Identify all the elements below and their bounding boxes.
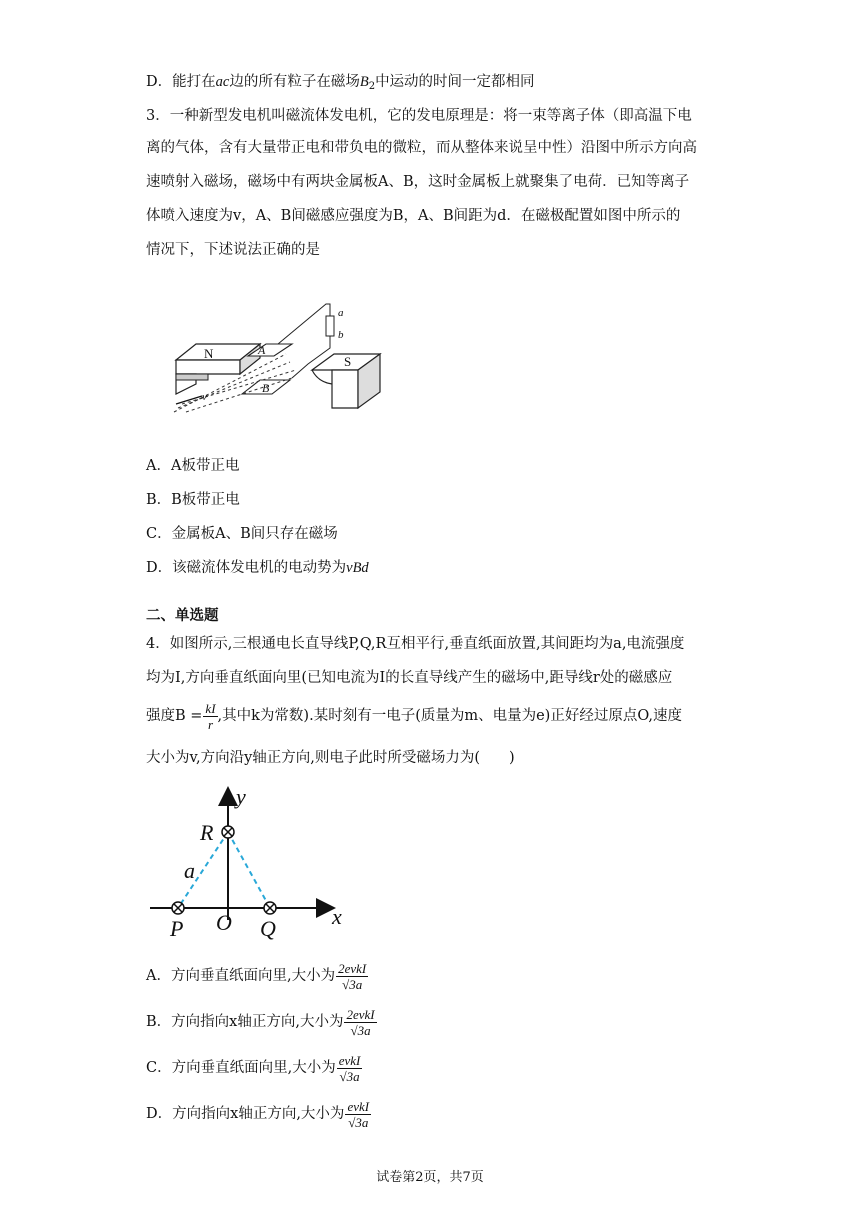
wire-p <box>172 902 184 914</box>
option-label: C． <box>146 1060 172 1076</box>
fraction-kI-over-r <box>203 701 217 732</box>
q4-option-a <box>146 958 368 994</box>
option-label: D． <box>146 560 173 576</box>
q2-option-d <box>146 72 535 97</box>
distance-a-label: a <box>184 858 195 883</box>
q3-stem-line-1: 3．一种新型发电机叫磁流体发电机，它的发电原理是：将一束等离子体（即高温下电 <box>146 108 692 124</box>
x-axis-label: x <box>332 904 342 929</box>
q3-stem-line-4: 体喷入速度为v，A、B间磁感应强度为B，A、B间距为d．在磁极配置如图中所示的 <box>146 208 681 224</box>
frac-den: √3a <box>350 1022 371 1038</box>
terminal-a-label: a <box>338 307 344 319</box>
r-label: R <box>200 820 214 845</box>
frac-den: √3a <box>339 1068 360 1084</box>
frac-num: 2evkI <box>346 1006 375 1022</box>
q3-stem-line-3: 速喷射入磁场，磁场中有两块金属板A、B，这时金属板上就聚集了电荷．已知等离子 <box>146 174 690 190</box>
option-text: 方向垂直纸面向里,大小为 <box>170 968 336 984</box>
q4-stem-line-4: 大小为v,方向沿y轴正方向,则电子此时所受磁场力为( ) <box>146 750 515 766</box>
q4-stem-line-1: 4．如图所示,三根通电长直导线P,Q,R互相平行,垂直纸面放置,其间距均为a,电流强度 <box>146 636 685 652</box>
section-title: 二、单选题 <box>146 607 219 624</box>
wire-q <box>264 902 276 914</box>
s-magnet-curve <box>312 370 332 384</box>
option-text: 方向指向x轴正方向,大小为 <box>171 1014 344 1030</box>
option-text-after: 中运动的时间一定都相同 <box>375 74 535 90</box>
option-label: C． <box>146 526 172 542</box>
page-footer: 试卷第2页，共7页 <box>376 1170 484 1185</box>
var-ac: ac <box>215 74 230 90</box>
plate-b-label: B <box>262 381 270 395</box>
option-text: 能打在 <box>172 74 216 90</box>
option-text-mid: 边的所有粒子在磁场 <box>229 74 360 90</box>
wire-top <box>278 304 330 344</box>
origin-label: O <box>216 910 232 935</box>
q3-option-c <box>146 524 338 544</box>
q3-option-b <box>146 490 240 510</box>
field-sub: 2 <box>368 81 376 92</box>
option-text: A板带正电 <box>170 458 240 474</box>
field-b: B <box>359 74 369 90</box>
plate-a-label: A <box>258 343 266 357</box>
frac-num: 2evkI <box>338 960 367 976</box>
q3-stem-line-5: 情况下，下述说法正确的是 <box>146 242 320 258</box>
frac-num: evkI <box>347 1098 370 1114</box>
option-formula: vBd <box>346 560 369 576</box>
frac-den: √3a <box>342 976 363 992</box>
wires-coordinate-figure <box>146 780 356 942</box>
option-text: B板带正电 <box>171 492 240 508</box>
stem-suffix: ,其中k为常数).某时刻有一电子(质量为m、电量为e)正好经过原点O,速度 <box>217 708 682 724</box>
frac-num: kI <box>205 700 216 716</box>
north-label: N <box>204 346 214 361</box>
south-label: S <box>344 354 352 369</box>
option-fraction <box>337 1053 363 1084</box>
p-label: P <box>170 916 184 941</box>
stem-prefix: 强度B = <box>146 708 203 724</box>
option-fraction <box>345 1099 371 1130</box>
wire-r <box>222 826 234 838</box>
y-axis-label: y <box>236 784 246 809</box>
q3-option-d <box>146 558 369 578</box>
option-text: 金属板A、B间只存在磁场 <box>171 526 338 542</box>
q4-option-b <box>146 1004 377 1040</box>
q-label: Q <box>260 916 276 941</box>
q4-option-c <box>146 1050 362 1086</box>
option-label: A． <box>146 458 171 474</box>
option-label: B． <box>146 492 172 508</box>
terminal-b-label: b <box>338 329 344 341</box>
q4-option-d <box>146 1096 371 1132</box>
s-magnet-front <box>332 370 358 408</box>
option-label: A． <box>146 968 171 984</box>
dashed-rq <box>228 832 270 908</box>
q3-stem-line-2: 离的气体，含有大量带正电和带负电的微粒，而从整体来说呈中性）沿图中所示方向高 <box>146 140 697 156</box>
frac-den: √3a <box>348 1114 369 1130</box>
q3-option-a <box>146 456 239 476</box>
q4-stem-line-3 <box>146 700 682 732</box>
velocity-label: v <box>202 391 207 403</box>
option-text: 该磁流体发电机的电动势为 <box>172 560 347 576</box>
option-fraction <box>336 961 368 992</box>
option-fraction <box>344 1007 376 1038</box>
frac-num: evkI <box>338 1052 361 1068</box>
option-label: B． <box>146 1014 172 1030</box>
resistor <box>326 316 334 336</box>
n-magnet-front <box>176 360 240 374</box>
n-pole-face <box>176 374 208 380</box>
option-label: D． <box>146 74 173 90</box>
wire-bottom <box>292 336 330 378</box>
option-text: 方向指向x轴正方向,大小为 <box>172 1106 345 1122</box>
option-label: D． <box>146 1106 173 1122</box>
frac-den: r <box>207 716 213 732</box>
mhd-generator-figure <box>168 292 388 422</box>
option-text: 方向垂直纸面向里,大小为 <box>171 1060 336 1076</box>
q4-stem-line-2: 均为I,方向垂直纸面向里(已知电流为I的长直导线产生的磁场中,距导线r处的磁感应 <box>146 670 673 686</box>
